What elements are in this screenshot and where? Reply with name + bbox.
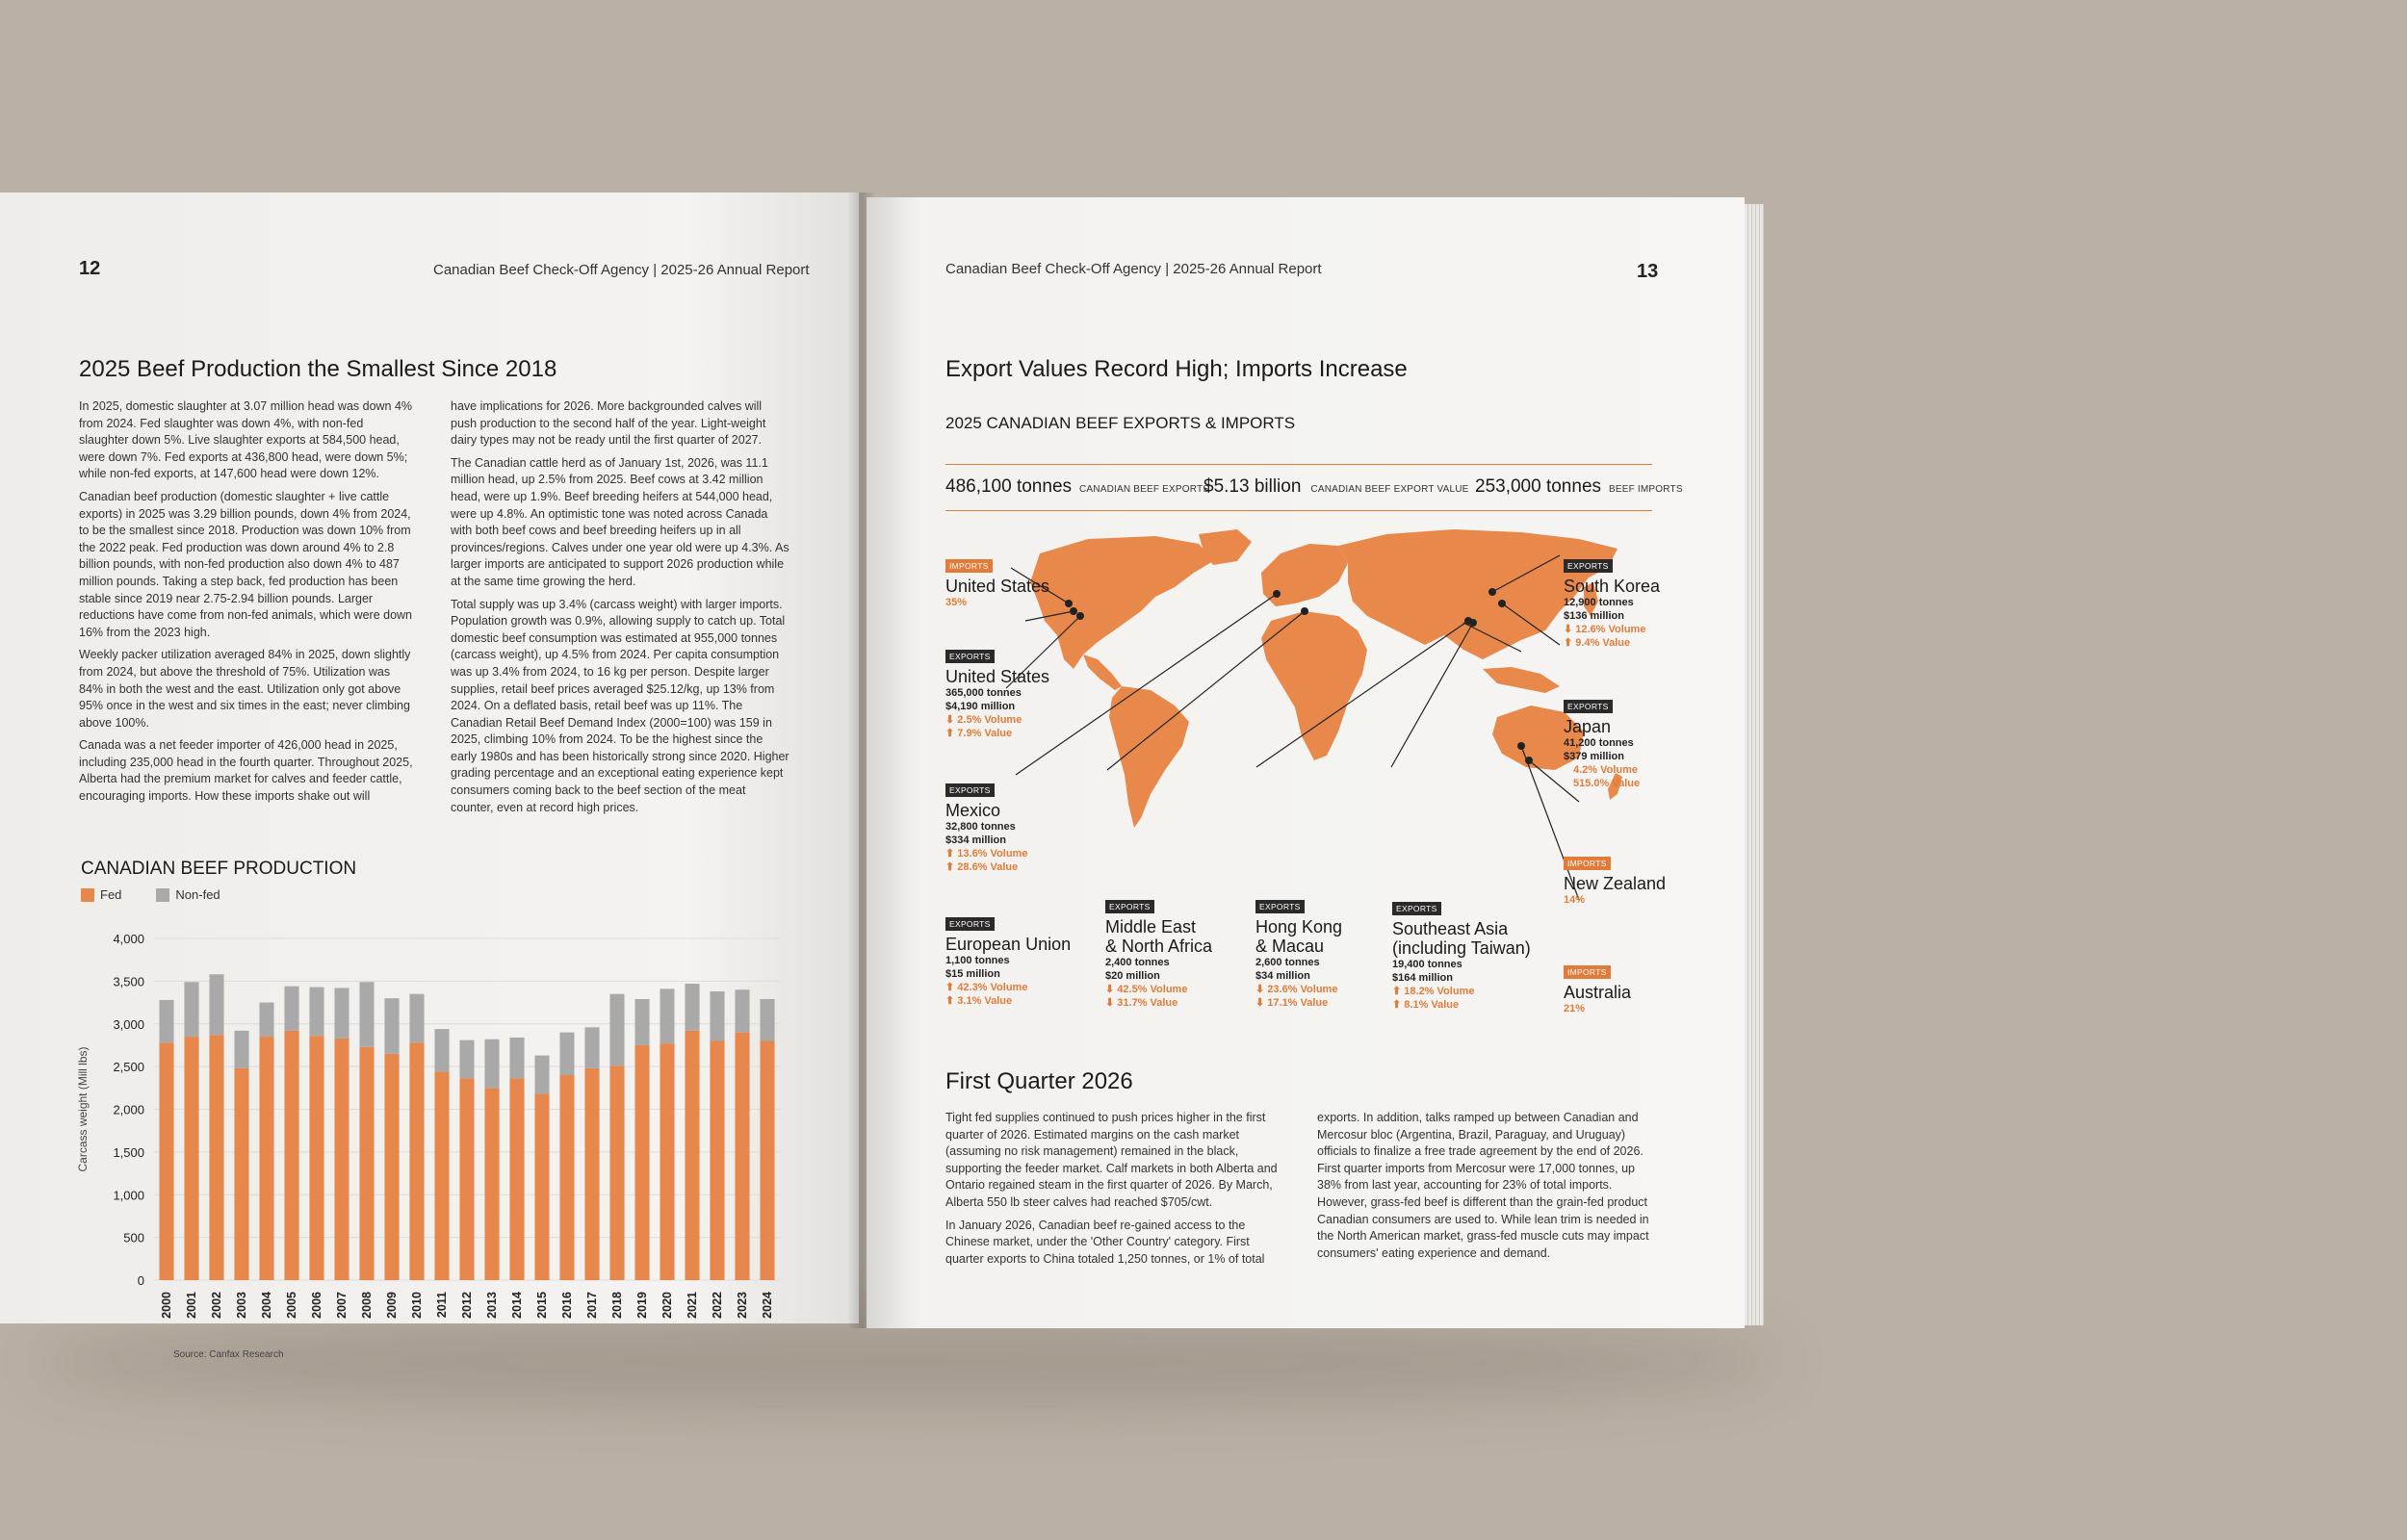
bar-fed (234, 1068, 248, 1280)
callout-us-imports: IMPORTS United States 35% (945, 561, 1050, 608)
dot (1488, 588, 1496, 596)
page-number: 12 (79, 258, 101, 279)
bar-nonfed (735, 989, 749, 1032)
bar-nonfed (609, 994, 624, 1066)
bar-nonfed (459, 1040, 474, 1079)
dot (1517, 742, 1525, 750)
y-tick-label: 500 (123, 1230, 144, 1245)
bar-nonfed (509, 1038, 524, 1079)
bar-nonfed (384, 998, 399, 1054)
x-tick-label: 2020 (660, 1292, 674, 1319)
legend-label-nonfed: Non-fed (175, 887, 220, 902)
left-page (0, 192, 859, 1360)
callout-south-korea: EXPORTS South Korea 12,900 tonnes $136 million ⬇ 12.6% Volume ⬆ 9.4% Value (1564, 561, 1661, 649)
paragraph: The Canadian cattle herd as of January 1st, 2026, was 11.1 million head, up 2.5% from 2025. Beef cows at 3.42 million head, were up 1.9%. Beef breeding heifers at 544,000 head, were up 4.8%. An optimistic tone was noted across Canada with both beef cows and beef breeding heifers up in all provinces/regions. Calves under one year old were up 4.3%. As larger imports are anticipated to support 2026 production while at the same time growing the herd. (451, 455, 789, 588)
dot (1301, 607, 1308, 615)
chart-source: Source: Canfax Research (173, 1349, 284, 1360)
callout-hong-kong: EXPORTS Hong Kong & Macau 2,600 tonnes $34 million ⬇ 23.6% Volume ⬇ 17.1% Value (1255, 902, 1343, 1009)
bar-nonfed (710, 991, 724, 1040)
bar-nonfed (234, 1031, 248, 1068)
bar-fed (584, 1068, 599, 1280)
stats-rule-top (945, 464, 1652, 465)
x-tick-label: 2005 (285, 1292, 298, 1319)
y-tick-label: 4,000 (113, 932, 144, 946)
bar-fed (685, 1031, 699, 1280)
paragraph: In January 2026, Canadian beef re-gained access to the Chinese market, under the 'Other Country' category. First quarter exports to China totaled 1,250 tonnes, or 1% of total (945, 1218, 1265, 1266)
x-tick-label: 2019 (635, 1292, 649, 1319)
callout-southeast-asia: EXPORTS Southeast Asia (including Taiwan) 19,400 tonnes $164 million ⬆ 18.2% Volume ⬆ 8.1% Value (1392, 904, 1531, 1011)
bar-nonfed (309, 988, 324, 1037)
legend-swatch-fed (81, 888, 94, 902)
bar-nonfed (209, 974, 223, 1035)
paragraph: Canada was a net feeder importer of 426,000 head in 2025, including 235,000 head in the fourth quarter. Throughout 2025, Alberta had the premium market for calves and feeder cattle, encouraging imports. How these imports shake out will (79, 738, 413, 804)
bar-nonfed (634, 999, 649, 1045)
x-tick-label: 2007 (335, 1292, 349, 1319)
leader-sea (1391, 623, 1473, 767)
dot (1065, 600, 1073, 607)
dot (1498, 600, 1506, 607)
bar-fed (384, 1054, 399, 1280)
paragraph: Tight fed supplies continued to push prices higher in the first quarter of 2026. Estimated margins on the cash market (assuming no risk management) remained in the black, supporting the feeder market. Calf markets in both Alberta and Ontario regained steam in the first quarter of 2026. By March, Alberta 550 lb steer calves had reached $705/cwt. (945, 1111, 1278, 1209)
x-tick-label: 2013 (485, 1292, 499, 1319)
x-tick-label: 2003 (235, 1292, 248, 1319)
central-america-shape (1083, 654, 1122, 690)
dot (1273, 590, 1281, 598)
north-america-shape (1030, 536, 1213, 669)
europe-shape (1261, 544, 1348, 606)
bar-fed (259, 1037, 273, 1280)
x-tick-label: 2010 (410, 1292, 424, 1319)
x-tick-label: 2000 (160, 1292, 173, 1319)
bar-nonfed (284, 987, 298, 1031)
paragraph: Total supply was up 3.4% (carcass weight) with larger imports. Population growth was 0.9%, allowing supply to catch up. Total domestic beef consumption was estimated at 955,000 tonnes (carcass weight), up 4.5% from 2024. Per capita consumption was up 3.4% from 2024, to 16 kg per person. Despite larger supplies, retail beef prices averaged $25.12/kg, up 13% from 2024. On a deflated basis, retail beef was up 11%. The Canadian Retail Beef Demand Index (2000=100) was 159 in 2025, climbing 10% from 2024. To be the highest since the early 1980s and has been historically strong since 2020. Higher grading percentage and an exceptional eating experience kept consumers coming back to the beef section of the meat counter, even at record high prices. (451, 597, 789, 814)
text-column-1 (79, 398, 416, 811)
dot (1469, 619, 1477, 627)
legend-label-fed: Fed (100, 887, 122, 902)
bar-nonfed (434, 1029, 449, 1071)
x-tick-label: 2006 (310, 1292, 324, 1319)
bar-fed (284, 1031, 298, 1280)
x-tick-label: 2021 (686, 1292, 699, 1319)
bar-fed (760, 1041, 774, 1281)
x-tick-label: 2024 (761, 1292, 774, 1319)
x-tick-label: 2016 (560, 1292, 574, 1319)
q1-heading: First Quarter 2026 (945, 1068, 1133, 1094)
bar-fed (509, 1079, 524, 1280)
bar-fed (735, 1033, 749, 1280)
bar-fed (409, 1042, 424, 1280)
x-tick-label: 2023 (736, 1292, 749, 1319)
bar-fed (359, 1047, 374, 1280)
x-tick-label: 2004 (260, 1292, 273, 1319)
x-tick-label: 2002 (210, 1292, 223, 1319)
callout-japan: EXPORTS Japan 41,200 tonnes $379 million 4.2% Volume 515.0% Value (1564, 702, 1641, 789)
callout-australia: IMPORTS Australia 21% (1564, 967, 1632, 1014)
infographic-title: 2025 CANADIAN BEEF EXPORTS & IMPORTS (945, 414, 1296, 432)
paragraph: Weekly packer utilization averaged 84% in 2025, down slightly from 2024, but above the threshold of 75%. Utilization was 84% in both the west and the east. Utilization only got above 95% once in the west and six times in the east; never climbing above 100%. (79, 648, 411, 730)
bar-nonfed (259, 1003, 273, 1038)
callout-middle-east: EXPORTS Middle East & North Africa 2,400 tonnes $20 million ⬇ 42.5% Volume ⬇ 31.7% Value (1105, 902, 1213, 1009)
bar-fed (159, 1042, 173, 1280)
bar-fed (309, 1036, 324, 1280)
bar-fed (434, 1071, 449, 1280)
dot (1525, 757, 1533, 764)
bar-fed (634, 1045, 649, 1280)
section-heading: Export Values Record High; Imports Increase (945, 356, 1408, 382)
bar-nonfed (159, 1000, 173, 1042)
stats-rule-bottom (945, 510, 1652, 511)
southeast-asia-islands-shape (1483, 667, 1560, 693)
bar-nonfed (409, 994, 424, 1043)
stat-imports-volume: 253,000 tonnes BEEF IMPORTS (1475, 476, 1683, 497)
y-tick-label: 1,000 (113, 1188, 144, 1203)
continents (1030, 529, 1622, 828)
dot (1076, 612, 1084, 620)
bar-fed (710, 1041, 724, 1281)
y-axis-label: Carcass weight (Mill lbs) (76, 1046, 90, 1172)
y-tick-label: 3,500 (113, 974, 144, 989)
y-tick-label: 1,500 (113, 1144, 144, 1160)
x-tick-label: 2014 (510, 1292, 524, 1319)
x-tick-label: 2012 (460, 1292, 474, 1319)
x-tick-label: 2022 (711, 1292, 724, 1319)
bar-nonfed (334, 988, 349, 1038)
section-heading: 2025 Beef Production the Smallest Since 2018 (79, 356, 557, 382)
callout-new-zealand: IMPORTS New Zealand 14% (1564, 859, 1667, 906)
bar-nonfed (484, 1040, 499, 1089)
page-number: 13 (1637, 261, 1659, 282)
chart-legend (81, 887, 220, 902)
x-tick-label: 2009 (385, 1292, 399, 1319)
x-tick-label: 2015 (535, 1292, 549, 1319)
running-header: Canadian Beef Check-Off Agency | 2025-26 Annual Report (433, 262, 810, 278)
callout-european-union: EXPORTS European Union 1,100 tonnes $15 million ⬆ 42.3% Volume ⬆ 3.1% Value (945, 919, 1072, 1007)
bar-fed (334, 1039, 349, 1280)
q1-column-1 (945, 1110, 1278, 1273)
stat-exports-value: $5.13 billion CANADIAN BEEF EXPORT VALUE (1204, 476, 1469, 497)
x-tick-label: 2017 (585, 1292, 599, 1319)
y-tick-label: 2,000 (113, 1102, 144, 1117)
dot (1070, 607, 1077, 615)
bar-nonfed (584, 1027, 599, 1068)
bar-nonfed (534, 1056, 549, 1094)
callout-us-exports: EXPORTS United States 365,000 tonnes $4,190 million ⬇ 2.5% Volume ⬆ 7.9% Value (945, 652, 1050, 739)
text-column-2 (451, 398, 789, 822)
bar-nonfed (685, 984, 699, 1031)
bar-fed (609, 1065, 624, 1280)
bar-nonfed (660, 988, 674, 1043)
bar-fed (184, 1037, 198, 1280)
bar-fed (209, 1035, 223, 1280)
x-tick-label: 2008 (360, 1292, 374, 1319)
running-header: Canadian Beef Check-Off Agency | 2025-26 Annual Report (945, 261, 1322, 277)
production-bar-chart (67, 919, 799, 1458)
bar-fed (484, 1088, 499, 1280)
bar-nonfed (760, 999, 774, 1040)
y-tick-label: 0 (137, 1273, 144, 1288)
bar-fed (459, 1079, 474, 1280)
stat-exports-volume: 486,100 tonnes CANADIAN BEEF EXPORTS (945, 476, 1210, 497)
x-tick-label: 2018 (610, 1292, 624, 1319)
q1-column-2 (1317, 1110, 1656, 1268)
y-tick-label: 3,000 (113, 1016, 144, 1032)
right-page (867, 197, 1745, 1328)
bar-fed (559, 1075, 574, 1280)
paragraph: have implications for 2026. More backgrounded calves will push production to the second half of the year. Light-weight dairy types may not be ready until the first quarter of 2027. (451, 399, 766, 448)
paragraph: Canadian beef production (domestic slaughter + live cattle exports) in 2025 was 3.29 billion pounds, down 4% from 2024, to be the smallest since 2018. Production was down 10% from the 2022 peak. Fed production was down around 4% to 2.8 billion pounds, with non-fed production also down 4% to 487 million pounds. Taking a step back, fed production has been stable since 2019 near 2.75-2.94 billion pounds. Larger reductions have come from non-fed animals, which were down 16% from the 2023 high. (79, 489, 413, 639)
y-tick-label: 2,500 (113, 1060, 144, 1075)
bar-nonfed (359, 982, 374, 1046)
x-tick-label: 2001 (185, 1292, 198, 1319)
bar-fed (660, 1043, 674, 1280)
bar-fed (534, 1094, 549, 1280)
legend-swatch-nonfed (156, 888, 169, 902)
x-tick-label: 2011 (435, 1292, 449, 1319)
bar-nonfed (184, 982, 198, 1037)
bar-nonfed (559, 1033, 574, 1075)
chart-title: CANADIAN BEEF PRODUCTION (81, 859, 357, 879)
paragraph: In 2025, domestic slaughter at 3.07 million head was down 4% from 2024. Fed slaughter was down 4%, with non-fed slaughter down 5%. Live slaughter exports at 584,500 head, were down 7%. Fed exports at 436,800 head, were down 5%; while non-fed exports, at 147,600 head were down 12%. (79, 399, 413, 481)
callout-mexico: EXPORTS Mexico 32,800 tonnes $334 million ⬆ 13.6% Volume ⬆ 28.6% Value (945, 785, 1028, 873)
paragraph: exports. In addition, talks ramped up between Canadian and Mercosur bloc (Argentina, Brazil, Paraguay, and Uruguay) officials to finalize a free trade agreement by the end of 2026. First quarter imports from Mercosur were 17,000 tonnes, up 38% from last year, accounting for 23% of total imports. However, grass-fed beef is different than the grain-fed product Canadian consumers are used to. While lean trim is needed in the North American market, grass-fed muscle cuts may impact consumers' eating experience and demand. (1317, 1111, 1649, 1260)
south-america-shape (1109, 686, 1189, 828)
